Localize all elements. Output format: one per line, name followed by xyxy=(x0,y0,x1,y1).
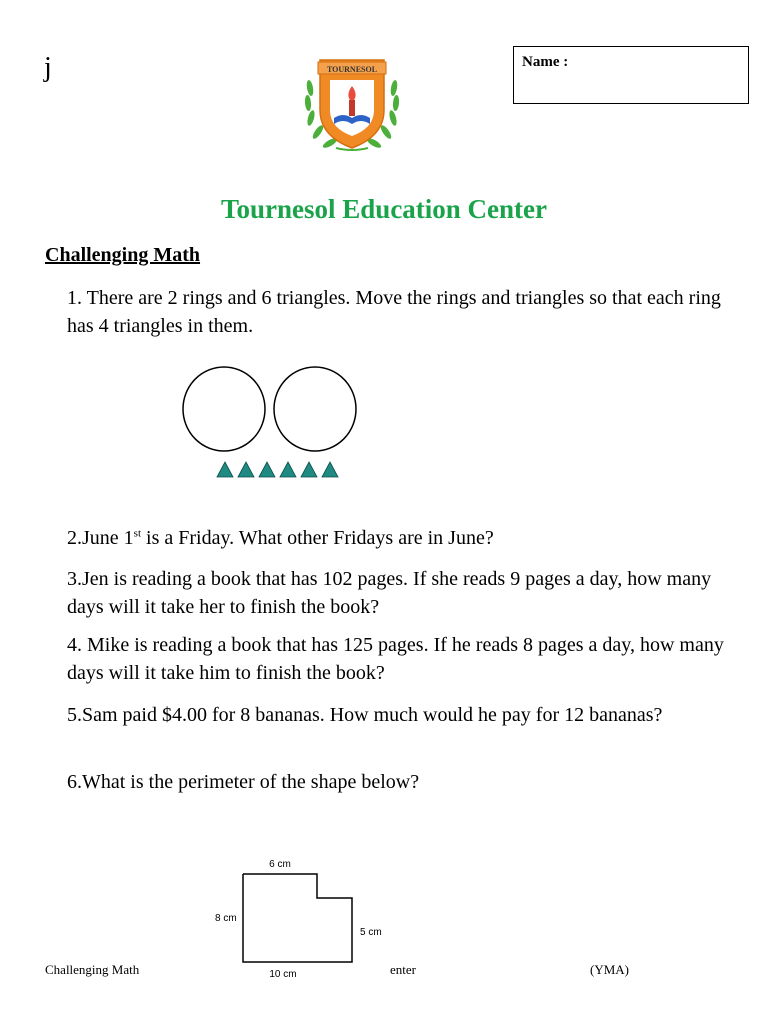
logo-banner-text: TOURNESOL xyxy=(326,65,378,74)
perimeter-shape-figure xyxy=(205,850,405,985)
triangle-4 xyxy=(280,462,296,477)
question-4: 4. Mike is reading a book that has 125 pages. If he reads 8 pages a day, how many days will it take him to finish the book? xyxy=(67,634,724,684)
ring-1 xyxy=(183,367,265,451)
question-6: 6.What is the perimeter of the shape below? xyxy=(67,771,420,793)
triangle-6 xyxy=(322,462,338,477)
question-1: 1. There are 2 rings and 6 triangles. Move the rings and triangles so that each ring has 4 triangles in them. xyxy=(67,287,721,337)
footer-right: (YMA) xyxy=(590,962,629,977)
school-logo xyxy=(300,48,404,160)
label-right: 5 cm xyxy=(360,927,382,938)
footer-left: Challenging Math xyxy=(45,962,140,977)
page-title: Tournesol Education Center xyxy=(220,194,548,224)
ordinal-suffix: st xyxy=(133,527,142,540)
label-bottom: 10 cm xyxy=(269,969,297,980)
triangle-2 xyxy=(238,462,254,477)
question-2-text-end: is a Friday. What other Fridays are in June? xyxy=(141,527,494,549)
question-2-text-start: 2.June 1 xyxy=(67,527,134,549)
label-top: 6 cm xyxy=(269,859,291,870)
question-5: 5.Sam paid $4.00 for 8 bananas. How much would he pay for 12 bananas? xyxy=(67,704,663,726)
rings-and-triangles-figure xyxy=(178,360,368,485)
triangle-5 xyxy=(301,462,317,477)
ring-2 xyxy=(274,367,356,451)
triangle-3 xyxy=(259,462,275,477)
triangle-1 xyxy=(217,462,233,477)
section-heading: Challenging Math xyxy=(45,244,201,266)
footer-middle: enter xyxy=(390,962,416,977)
corner-mark: j xyxy=(44,52,52,83)
question-2 xyxy=(67,524,747,552)
label-left: 8 cm xyxy=(215,913,237,924)
name-label: Name : xyxy=(522,54,569,70)
name-box[interactable] xyxy=(513,46,749,104)
question-3: 3.Jen is reading a book that has 102 pages. If she reads 9 pages a day, how many days will it take her to finish the book? xyxy=(67,568,712,618)
shape-outline xyxy=(243,874,352,962)
torch-icon xyxy=(349,100,355,116)
